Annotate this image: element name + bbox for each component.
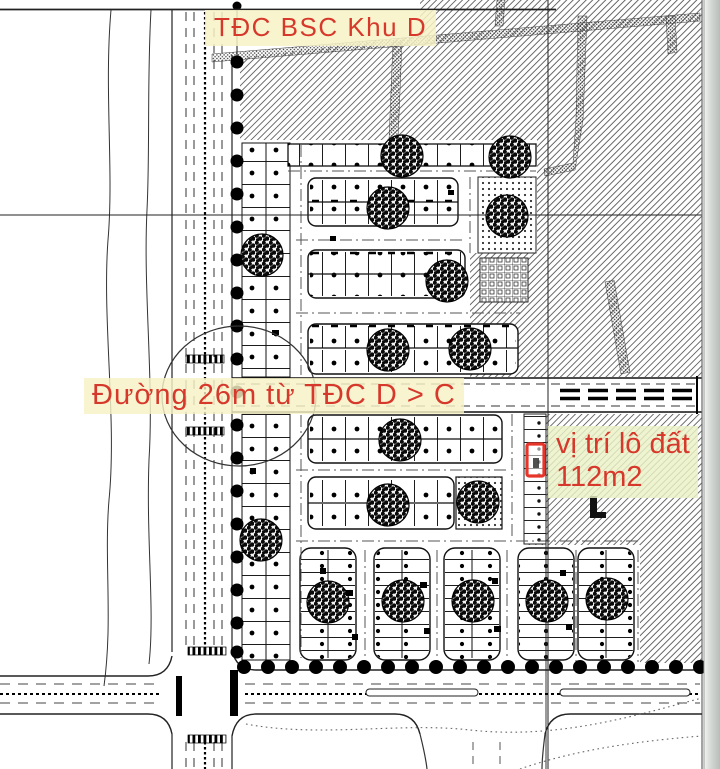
map-title-label: TĐC BSC Khu D (205, 10, 436, 46)
lot-marker[interactable] (527, 444, 544, 476)
page-edge-shadow (704, 0, 720, 769)
lot-marker-label (548, 426, 698, 498)
lot-marker-label-line2: 112m2 (556, 461, 643, 493)
lot-marker-label-line1: vị trí lô đất (556, 428, 690, 460)
road-26m-label: Đường 26m từ TĐC D > C (84, 378, 464, 414)
